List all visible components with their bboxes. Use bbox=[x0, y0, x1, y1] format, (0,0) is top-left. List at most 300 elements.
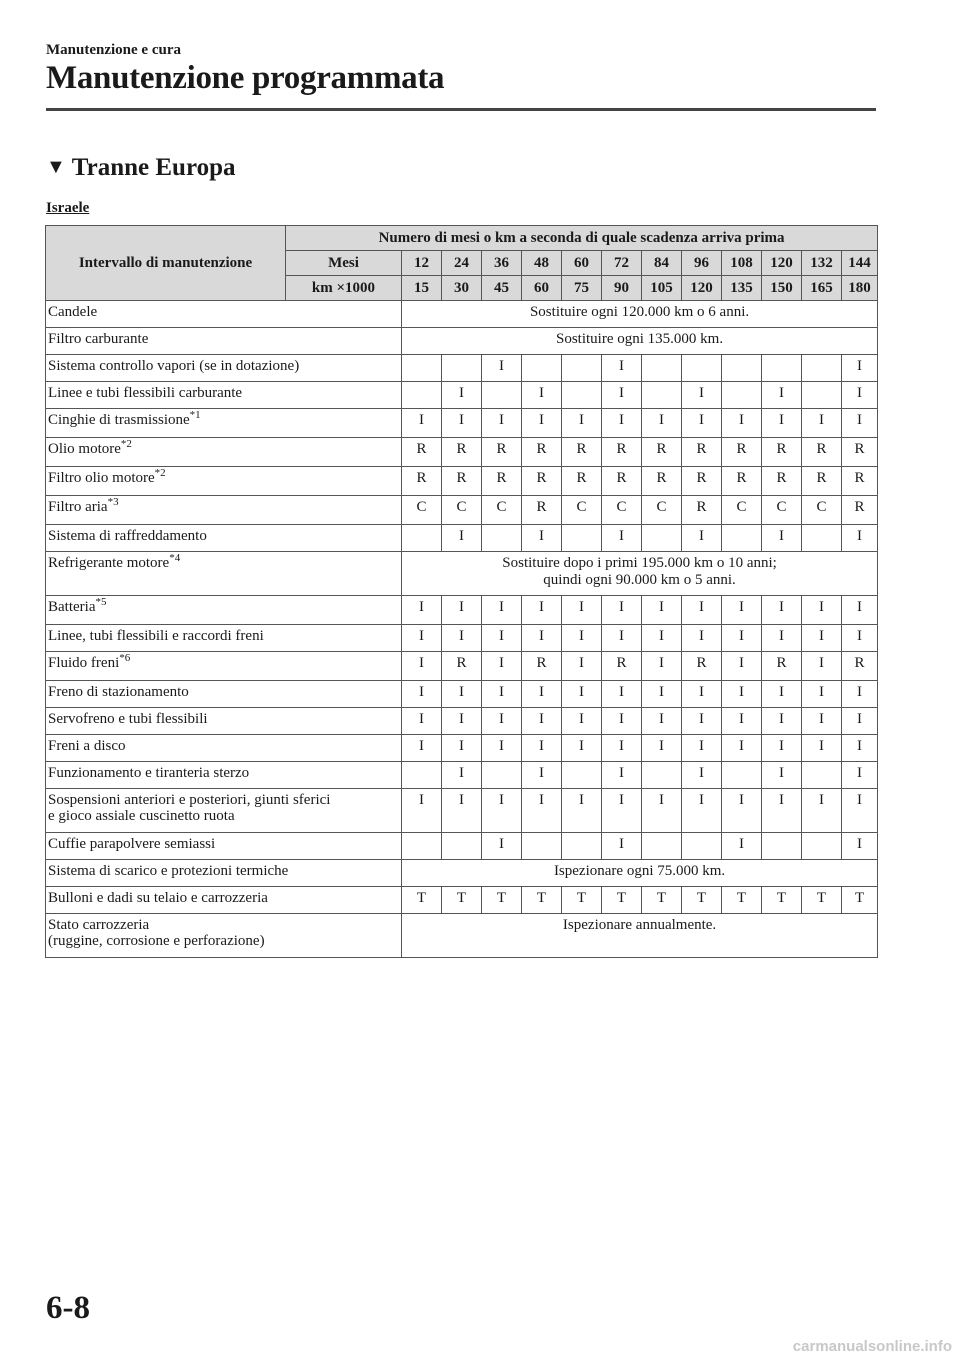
schedule-cell: T bbox=[802, 887, 842, 914]
item-name-cell bbox=[46, 409, 402, 438]
schedule-cell bbox=[682, 833, 722, 860]
schedule-cell: I bbox=[482, 708, 522, 735]
schedule-cell: R bbox=[802, 467, 842, 496]
schedule-cell bbox=[562, 833, 602, 860]
schedule-cell: R bbox=[762, 652, 802, 681]
item-name: Filtro carburante bbox=[48, 331, 149, 347]
schedule-cell-first bbox=[402, 833, 442, 860]
table-row bbox=[46, 860, 878, 887]
schedule-cell: I bbox=[602, 681, 642, 708]
schedule-cell: R bbox=[442, 652, 482, 681]
item-name: Sistema controllo vapori (se in dotazione) bbox=[48, 358, 300, 374]
schedule-cell: C bbox=[642, 496, 682, 525]
schedule-cell: I bbox=[682, 708, 722, 735]
schedule-cell: I bbox=[802, 735, 842, 762]
month-header-cell: 96 bbox=[682, 251, 722, 276]
item-name: Filtro olio motore bbox=[48, 470, 155, 486]
schedule-cell: I bbox=[482, 833, 522, 860]
schedule-cell: I bbox=[442, 596, 482, 625]
footnote-marker: *5 bbox=[95, 596, 107, 608]
schedule-cell-first: I bbox=[402, 789, 442, 833]
table-row bbox=[46, 833, 878, 860]
item-name-cell bbox=[46, 708, 402, 735]
schedule-cell-first: T bbox=[402, 887, 442, 914]
schedule-cell: I bbox=[602, 525, 642, 552]
schedule-cell bbox=[562, 382, 602, 409]
schedule-cell: I bbox=[562, 625, 602, 652]
schedule-cell bbox=[682, 355, 722, 382]
schedule-cell-first: C bbox=[402, 496, 442, 525]
schedule-cell: I bbox=[722, 625, 762, 652]
item-name-cell bbox=[46, 625, 402, 652]
schedule-cell: T bbox=[442, 887, 482, 914]
schedule-cell: C bbox=[442, 496, 482, 525]
schedule-cell bbox=[642, 762, 682, 789]
schedule-cell: R bbox=[642, 467, 682, 496]
schedule-cell: I bbox=[442, 409, 482, 438]
schedule-cell: I bbox=[802, 409, 842, 438]
schedule-cell: R bbox=[442, 467, 482, 496]
km-header-cell: 165 bbox=[802, 276, 842, 301]
schedule-cell: I bbox=[762, 409, 802, 438]
footnote-marker: *2 bbox=[154, 467, 166, 479]
schedule-cell: R bbox=[442, 438, 482, 467]
schedule-cell: I bbox=[642, 708, 682, 735]
table-row bbox=[46, 328, 878, 355]
schedule-cell: I bbox=[722, 681, 762, 708]
schedule-cell-first bbox=[402, 355, 442, 382]
schedule-cell bbox=[642, 382, 682, 409]
item-name: Filtro aria bbox=[48, 499, 108, 515]
schedule-cell: I bbox=[562, 708, 602, 735]
item-name-cell bbox=[46, 735, 402, 762]
schedule-cell: T bbox=[482, 887, 522, 914]
schedule-cell: I bbox=[682, 762, 722, 789]
schedule-cell: I bbox=[762, 525, 802, 552]
item-name: Olio motore bbox=[48, 441, 121, 457]
schedule-cell: I bbox=[722, 596, 762, 625]
table-row bbox=[46, 496, 878, 525]
schedule-cell: I bbox=[842, 762, 878, 789]
item-name: Servofreno e tubi flessibili bbox=[48, 711, 208, 727]
schedule-note: Sostituire dopo i primi 195.000 km o 10 anni; quindi ogni 90.000 km o 5 anni. bbox=[402, 552, 878, 596]
schedule-cell: I bbox=[842, 789, 878, 833]
table-row bbox=[46, 552, 878, 596]
schedule-cell: T bbox=[522, 887, 562, 914]
schedule-cell: I bbox=[442, 681, 482, 708]
schedule-cell: I bbox=[442, 625, 482, 652]
schedule-cell: C bbox=[762, 496, 802, 525]
schedule-cell bbox=[642, 355, 682, 382]
schedule-cell: I bbox=[682, 525, 722, 552]
schedule-cell: C bbox=[482, 496, 522, 525]
schedule-cell: I bbox=[602, 409, 642, 438]
schedule-cell: I bbox=[522, 789, 562, 833]
item-name-cell bbox=[46, 382, 402, 409]
schedule-cell: I bbox=[842, 409, 878, 438]
schedule-cell: C bbox=[602, 496, 642, 525]
item-name: Sistema di raffreddamento bbox=[48, 528, 207, 544]
schedule-cell: I bbox=[682, 382, 722, 409]
table-row bbox=[46, 382, 878, 409]
schedule-cell: I bbox=[802, 789, 842, 833]
schedule-cell: I bbox=[442, 525, 482, 552]
schedule-cell: I bbox=[442, 762, 482, 789]
schedule-note: Ispezionare annualmente. bbox=[402, 914, 878, 958]
schedule-cell: I bbox=[762, 382, 802, 409]
watermark: carmanualsonline.info bbox=[792, 1338, 952, 1355]
schedule-cell bbox=[762, 355, 802, 382]
schedule-cell-first: I bbox=[402, 652, 442, 681]
item-name: Fluido freni bbox=[48, 655, 120, 671]
schedule-cell: R bbox=[602, 438, 642, 467]
table-row bbox=[46, 735, 878, 762]
schedule-cell: I bbox=[682, 625, 722, 652]
schedule-cell: I bbox=[562, 789, 602, 833]
schedule-cell: T bbox=[602, 887, 642, 914]
schedule-cell-first: I bbox=[402, 681, 442, 708]
schedule-cell: I bbox=[642, 681, 682, 708]
item-name-cell bbox=[46, 596, 402, 625]
schedule-cell: I bbox=[522, 681, 562, 708]
months-or-km-header: Numero di mesi o km a seconda di quale scadenza arriva prima bbox=[286, 226, 878, 251]
schedule-cell bbox=[482, 382, 522, 409]
schedule-body bbox=[46, 226, 878, 958]
schedule-cell bbox=[522, 833, 562, 860]
schedule-cell: I bbox=[842, 625, 878, 652]
schedule-cell: I bbox=[802, 652, 842, 681]
schedule-cell: I bbox=[802, 596, 842, 625]
footnote-marker: *4 bbox=[169, 552, 181, 564]
schedule-note: Ispezionare ogni 75.000 km. bbox=[402, 860, 878, 887]
schedule-cell bbox=[722, 525, 762, 552]
schedule-cell: I bbox=[642, 789, 682, 833]
schedule-cell: C bbox=[562, 496, 602, 525]
schedule-cell: I bbox=[762, 762, 802, 789]
page-number: 6-8 bbox=[46, 1290, 90, 1326]
item-name: Freni a disco bbox=[48, 738, 126, 754]
month-header-cell: 132 bbox=[802, 251, 842, 276]
schedule-cell: I bbox=[482, 681, 522, 708]
schedule-cell bbox=[562, 762, 602, 789]
table-row bbox=[46, 409, 878, 438]
item-name-cell bbox=[46, 301, 402, 328]
table-row bbox=[46, 708, 878, 735]
schedule-cell: R bbox=[682, 467, 722, 496]
item-name: Cinghie di trasmissione bbox=[48, 412, 190, 428]
schedule-cell bbox=[562, 355, 602, 382]
maintenance-schedule-table bbox=[45, 225, 878, 958]
item-name: Freno di stazionamento bbox=[48, 684, 189, 700]
table-row bbox=[46, 596, 878, 625]
footnote-marker: *3 bbox=[107, 496, 119, 508]
schedule-note: Sostituire ogni 120.000 km o 6 anni. bbox=[402, 301, 878, 328]
schedule-cell: R bbox=[682, 496, 722, 525]
schedule-cell bbox=[762, 833, 802, 860]
header-row-1 bbox=[46, 226, 878, 251]
schedule-cell: I bbox=[842, 833, 878, 860]
schedule-cell: I bbox=[802, 681, 842, 708]
km-header-cell: 105 bbox=[642, 276, 682, 301]
schedule-cell: R bbox=[642, 438, 682, 467]
schedule-cell-first bbox=[402, 762, 442, 789]
schedule-cell: I bbox=[522, 596, 562, 625]
schedule-cell bbox=[522, 355, 562, 382]
schedule-cell: I bbox=[602, 762, 642, 789]
schedule-cell: I bbox=[562, 596, 602, 625]
item-name-cell bbox=[46, 681, 402, 708]
schedule-cell: I bbox=[482, 652, 522, 681]
schedule-cell: I bbox=[602, 735, 642, 762]
schedule-cell: I bbox=[842, 708, 878, 735]
item-name-cell bbox=[46, 467, 402, 496]
item-name-cell bbox=[46, 438, 402, 467]
item-name: Candele bbox=[48, 304, 98, 320]
schedule-cell: I bbox=[842, 596, 878, 625]
table-row bbox=[46, 467, 878, 496]
schedule-cell: I bbox=[522, 762, 562, 789]
schedule-cell: R bbox=[722, 467, 762, 496]
schedule-cell: I bbox=[602, 789, 642, 833]
schedule-cell: R bbox=[682, 438, 722, 467]
km-header-cell: 90 bbox=[602, 276, 642, 301]
table-row bbox=[46, 681, 878, 708]
item-name-cell bbox=[46, 652, 402, 681]
schedule-cell: I bbox=[562, 409, 602, 438]
schedule-cell: I bbox=[722, 833, 762, 860]
item-name: Funzionamento e tiranteria sterzo bbox=[48, 765, 250, 781]
item-name-cell bbox=[46, 525, 402, 552]
schedule-cell: R bbox=[562, 438, 602, 467]
schedule-cell: T bbox=[642, 887, 682, 914]
schedule-cell: I bbox=[522, 708, 562, 735]
item-name-cell bbox=[46, 833, 402, 860]
km-header-cell: 150 bbox=[762, 276, 802, 301]
schedule-cell: I bbox=[722, 409, 762, 438]
schedule-cell: C bbox=[802, 496, 842, 525]
schedule-cell-first bbox=[402, 525, 442, 552]
schedule-cell: I bbox=[522, 525, 562, 552]
schedule-cell: I bbox=[642, 625, 682, 652]
schedule-cell bbox=[722, 382, 762, 409]
item-name: Linee, tubi flessibili e raccordi freni bbox=[48, 628, 264, 644]
schedule-cell: I bbox=[802, 708, 842, 735]
schedule-cell: I bbox=[682, 596, 722, 625]
item-name-cell: Stato carrozzeria (ruggine, corrosione e perforazione) bbox=[46, 914, 402, 958]
schedule-cell: I bbox=[682, 789, 722, 833]
schedule-cell: I bbox=[442, 735, 482, 762]
schedule-cell-first: I bbox=[402, 596, 442, 625]
schedule-cell bbox=[562, 525, 602, 552]
table-row bbox=[46, 887, 878, 914]
schedule-cell bbox=[482, 762, 522, 789]
region-label: Israele bbox=[46, 200, 90, 216]
month-header-cell: 144 bbox=[842, 251, 878, 276]
schedule-cell: I bbox=[522, 409, 562, 438]
km-label: km ×1000 bbox=[286, 276, 402, 301]
item-name: Refrigerante motore bbox=[48, 555, 170, 571]
schedule-cell: I bbox=[482, 625, 522, 652]
footnote-marker: *2 bbox=[120, 438, 132, 450]
schedule-cell: T bbox=[562, 887, 602, 914]
km-header-cell: 120 bbox=[682, 276, 722, 301]
schedule-cell bbox=[802, 833, 842, 860]
schedule-cell bbox=[722, 762, 762, 789]
schedule-cell: I bbox=[762, 735, 802, 762]
table-row bbox=[46, 914, 878, 958]
schedule-cell: I bbox=[482, 789, 522, 833]
schedule-cell: I bbox=[482, 735, 522, 762]
schedule-cell: I bbox=[522, 735, 562, 762]
schedule-cell: I bbox=[602, 382, 642, 409]
triangle-down-icon: ▼ bbox=[46, 156, 66, 178]
schedule-cell: I bbox=[642, 652, 682, 681]
footnote-marker: *6 bbox=[119, 652, 131, 664]
section-label: Manutenzione e cura bbox=[46, 42, 181, 58]
month-header-cell: 12 bbox=[402, 251, 442, 276]
schedule-cell: I bbox=[562, 681, 602, 708]
schedule-cell: R bbox=[842, 652, 878, 681]
month-header-cell: 120 bbox=[762, 251, 802, 276]
footnote-marker: *1 bbox=[189, 409, 201, 421]
schedule-cell: I bbox=[682, 681, 722, 708]
schedule-cell-first: R bbox=[402, 438, 442, 467]
table-row bbox=[46, 355, 878, 382]
schedule-cell: R bbox=[522, 652, 562, 681]
schedule-cell-first: I bbox=[402, 625, 442, 652]
schedule-cell bbox=[642, 525, 682, 552]
schedule-cell: I bbox=[522, 382, 562, 409]
title-rule bbox=[46, 108, 876, 111]
schedule-cell: R bbox=[762, 438, 802, 467]
schedule-cell: T bbox=[682, 887, 722, 914]
item-name: Batteria bbox=[48, 599, 96, 615]
schedule-cell: I bbox=[762, 708, 802, 735]
month-header-cell: 48 bbox=[522, 251, 562, 276]
months-label: Mesi bbox=[286, 251, 402, 276]
item-name: Bulloni e dadi su telaio e carrozzeria bbox=[48, 890, 268, 906]
month-header-cell: 36 bbox=[482, 251, 522, 276]
schedule-cell: I bbox=[642, 596, 682, 625]
schedule-cell: I bbox=[562, 735, 602, 762]
schedule-cell: I bbox=[482, 596, 522, 625]
schedule-note: Sostituire ogni 135.000 km. bbox=[402, 328, 878, 355]
item-name: Cuffie parapolvere semiassi bbox=[48, 836, 216, 852]
item-name-cell: Sospensioni anteriori e posteriori, giunti sferici e gioco assiale cuscinetto ruota bbox=[46, 789, 402, 833]
month-header-cell: 24 bbox=[442, 251, 482, 276]
schedule-cell: I bbox=[682, 735, 722, 762]
schedule-cell: I bbox=[682, 409, 722, 438]
schedule-cell: I bbox=[762, 596, 802, 625]
schedule-cell: I bbox=[642, 735, 682, 762]
table-row bbox=[46, 762, 878, 789]
item-name-cell bbox=[46, 355, 402, 382]
schedule-cell-first: I bbox=[402, 409, 442, 438]
schedule-cell: R bbox=[842, 438, 878, 467]
schedule-cell: I bbox=[842, 681, 878, 708]
schedule-cell: I bbox=[722, 735, 762, 762]
schedule-cell: I bbox=[722, 789, 762, 833]
schedule-cell: I bbox=[482, 355, 522, 382]
table-row bbox=[46, 525, 878, 552]
schedule-cell: I bbox=[522, 625, 562, 652]
schedule-cell bbox=[802, 355, 842, 382]
schedule-cell: I bbox=[842, 525, 878, 552]
schedule-cell: T bbox=[762, 887, 802, 914]
schedule-cell: I bbox=[842, 355, 878, 382]
schedule-cell: R bbox=[722, 438, 762, 467]
schedule-cell bbox=[722, 355, 762, 382]
schedule-cell: I bbox=[762, 625, 802, 652]
schedule-cell bbox=[802, 762, 842, 789]
item-name: Linee e tubi flessibili carburante bbox=[48, 385, 243, 401]
schedule-cell: T bbox=[842, 887, 878, 914]
schedule-cell: I bbox=[722, 708, 762, 735]
schedule-cell: I bbox=[602, 708, 642, 735]
schedule-cell: I bbox=[722, 652, 762, 681]
schedule-cell: R bbox=[842, 496, 878, 525]
schedule-cell: R bbox=[842, 467, 878, 496]
schedule-cell bbox=[482, 525, 522, 552]
item-name-cell bbox=[46, 552, 402, 596]
interval-header: Intervallo di manutenzione bbox=[46, 226, 286, 301]
month-header-cell: 72 bbox=[602, 251, 642, 276]
schedule-cell: R bbox=[562, 467, 602, 496]
page-title: Manutenzione programmata bbox=[46, 60, 445, 96]
schedule-cell-first: I bbox=[402, 708, 442, 735]
month-header-cell: 84 bbox=[642, 251, 682, 276]
item-name-cell bbox=[46, 887, 402, 914]
schedule-cell: I bbox=[602, 833, 642, 860]
schedule-cell: R bbox=[522, 438, 562, 467]
km-header-cell: 75 bbox=[562, 276, 602, 301]
schedule-cell: I bbox=[642, 409, 682, 438]
schedule-cell: I bbox=[562, 652, 602, 681]
schedule-cell: R bbox=[802, 438, 842, 467]
schedule-cell-first: R bbox=[402, 467, 442, 496]
schedule-cell: R bbox=[602, 467, 642, 496]
table-row bbox=[46, 652, 878, 681]
schedule-cell-first bbox=[402, 382, 442, 409]
schedule-cell: I bbox=[842, 735, 878, 762]
schedule-cell: T bbox=[722, 887, 762, 914]
item-name: Sistema di scarico e protezioni termiche bbox=[48, 863, 289, 879]
schedule-cell bbox=[442, 833, 482, 860]
schedule-cell: I bbox=[762, 789, 802, 833]
schedule-cell: C bbox=[722, 496, 762, 525]
subsection-title: Tranne Europa bbox=[71, 154, 236, 181]
schedule-cell: I bbox=[442, 382, 482, 409]
item-name-cell bbox=[46, 762, 402, 789]
schedule-cell bbox=[642, 833, 682, 860]
table-row bbox=[46, 625, 878, 652]
schedule-cell: R bbox=[602, 652, 642, 681]
km-header-cell: 45 bbox=[482, 276, 522, 301]
km-header-cell: 180 bbox=[842, 276, 878, 301]
schedule-cell: R bbox=[522, 467, 562, 496]
table-row bbox=[46, 438, 878, 467]
schedule-cell bbox=[802, 382, 842, 409]
item-name-cell bbox=[46, 860, 402, 887]
km-header-cell: 30 bbox=[442, 276, 482, 301]
schedule-cell: I bbox=[842, 382, 878, 409]
schedule-cell: I bbox=[442, 708, 482, 735]
subsection-heading bbox=[46, 154, 236, 182]
schedule-cell: R bbox=[482, 438, 522, 467]
schedule-cell: I bbox=[602, 596, 642, 625]
schedule-cell: I bbox=[442, 789, 482, 833]
item-name-cell bbox=[46, 496, 402, 525]
